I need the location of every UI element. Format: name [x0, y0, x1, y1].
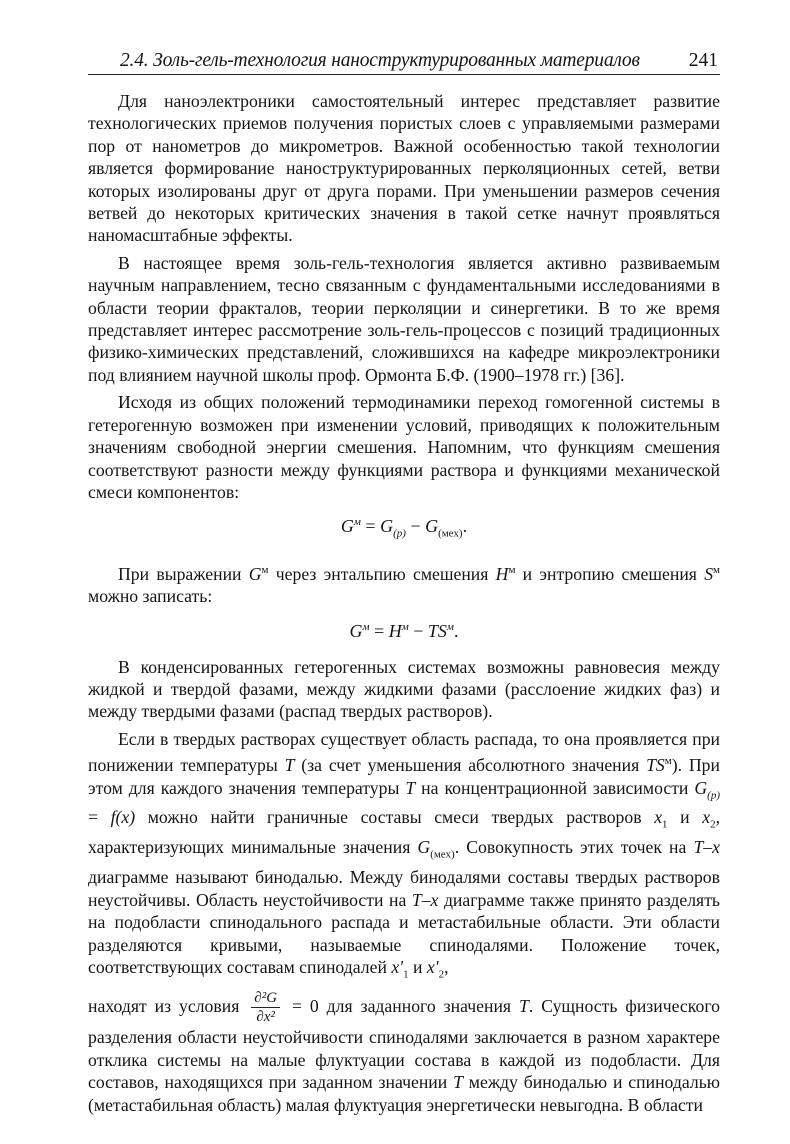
equation-gibbs-mixing: $G^м = G_{(p)} - G_{(мех)}$.: [340, 516, 468, 540]
paragraph-5: В конденсированных гетерогенных системах возможны равновесия между жидкой и твердой фазами, между жидкими фазами (расслоение жидких фаз) и между твердыми фазами (распад твердых растворов).: [88, 656, 720, 722]
paragraph-6: Если в твердых растворах существует область распада, то она проявляется при понижении температуры T (за счет уменьшения абсолютного значения $TS^м$). При этом для каждого значения температуры T на концентрационной зависимости $G_{(p)} = f(x)$ можно найти граничные составы смеси твердых растворов $x_1$ и $x_2$, характеризующих минимальные значения $G_{(мех)}$. Совокупность этих точек на T–x диаграмме называют бинодалью. Между бинодалями составы твердых растворов неустойчивы. Область неустойчивости на T–x диаграмме также принято разделять на подобласти спинодального распада и метастабильные области. Эти области разделяются кривыми, называемые спинодалями. Положение точек, соответствующих составам спинодалей $x'_1$ и $x'_2$,: [88, 728, 720, 981]
paragraph-1: Для наноэлектроники самостоятельный интерес представляет развитие технологических приемов получения пористых слоев с управляемыми размерами пор от нанометров до микрометров. Важной особенностью такой технологии является формирование наноструктурированных перколяционных сетей, ветви которых изолированы друг от друга порами. При уменьшении размеров сечения ветвей до некоторых критических значения в такой сетке начнут проявляться наномасштабные эффекты.: [88, 91, 720, 246]
second-derivative-fraction: $\frac{\text{∂²G}}{\text{∂x²}}$: [251, 989, 280, 1026]
paragraph-4: При выражении $G^м$ через энтальпию смешения $H^м$ и энтропию смешения $S^м$ можно записать:: [88, 563, 720, 607]
equation-enthalpy-entropy: $G^м = H^м - TS^м$.: [349, 620, 459, 641]
paragraph-2: В настоящее время золь-гель-технология является активно развиваемым научным направлением, тесно связанным с фундаментальными исследованиями в области теории фракталов, теории перколяции и синергетики. В то же время представляет интерес рассмотрение золь-гель-процессов с позиций традиционных физико-химических представлений, сложившихся на кафедре микроэлектроники под влиянием научной школы проф. Ормонта Б.Ф. (1900–1978 гг.) [36].: [88, 252, 720, 385]
page-body: [88, 90, 720, 1116]
paragraph-3: Исходя из общих положений термодинамики переход гомогенной системы в гетерогенную возможен при изменении условий, приводящих к положительным значениям свободной энергии смешения. Напомним, что функциям смешения соответствуют разности между функциями раствора и функциями механической смеси компонентов:: [88, 392, 720, 502]
paragraph-6-continued: находят из условия $\frac{\text{∂²G}}{\text{∂x²}}$ = 0 для заданного значения T. Сущность физического разделения области неустойчивости спинодалями заключается в разном характере отклика системы на малые флуктуации состава в каждой из подобласти. Для составов, находящихся при заданном значении T между бинодалью и спинодалью (метастабильная область) малая флуктуация энергетически невыгодна. В области: [88, 990, 720, 1115]
running-header: [88, 48, 720, 75]
page-number: 241: [688, 50, 718, 71]
section-title: 2.4. Золь-гель-технология наноструктурированных материалов: [120, 50, 640, 71]
